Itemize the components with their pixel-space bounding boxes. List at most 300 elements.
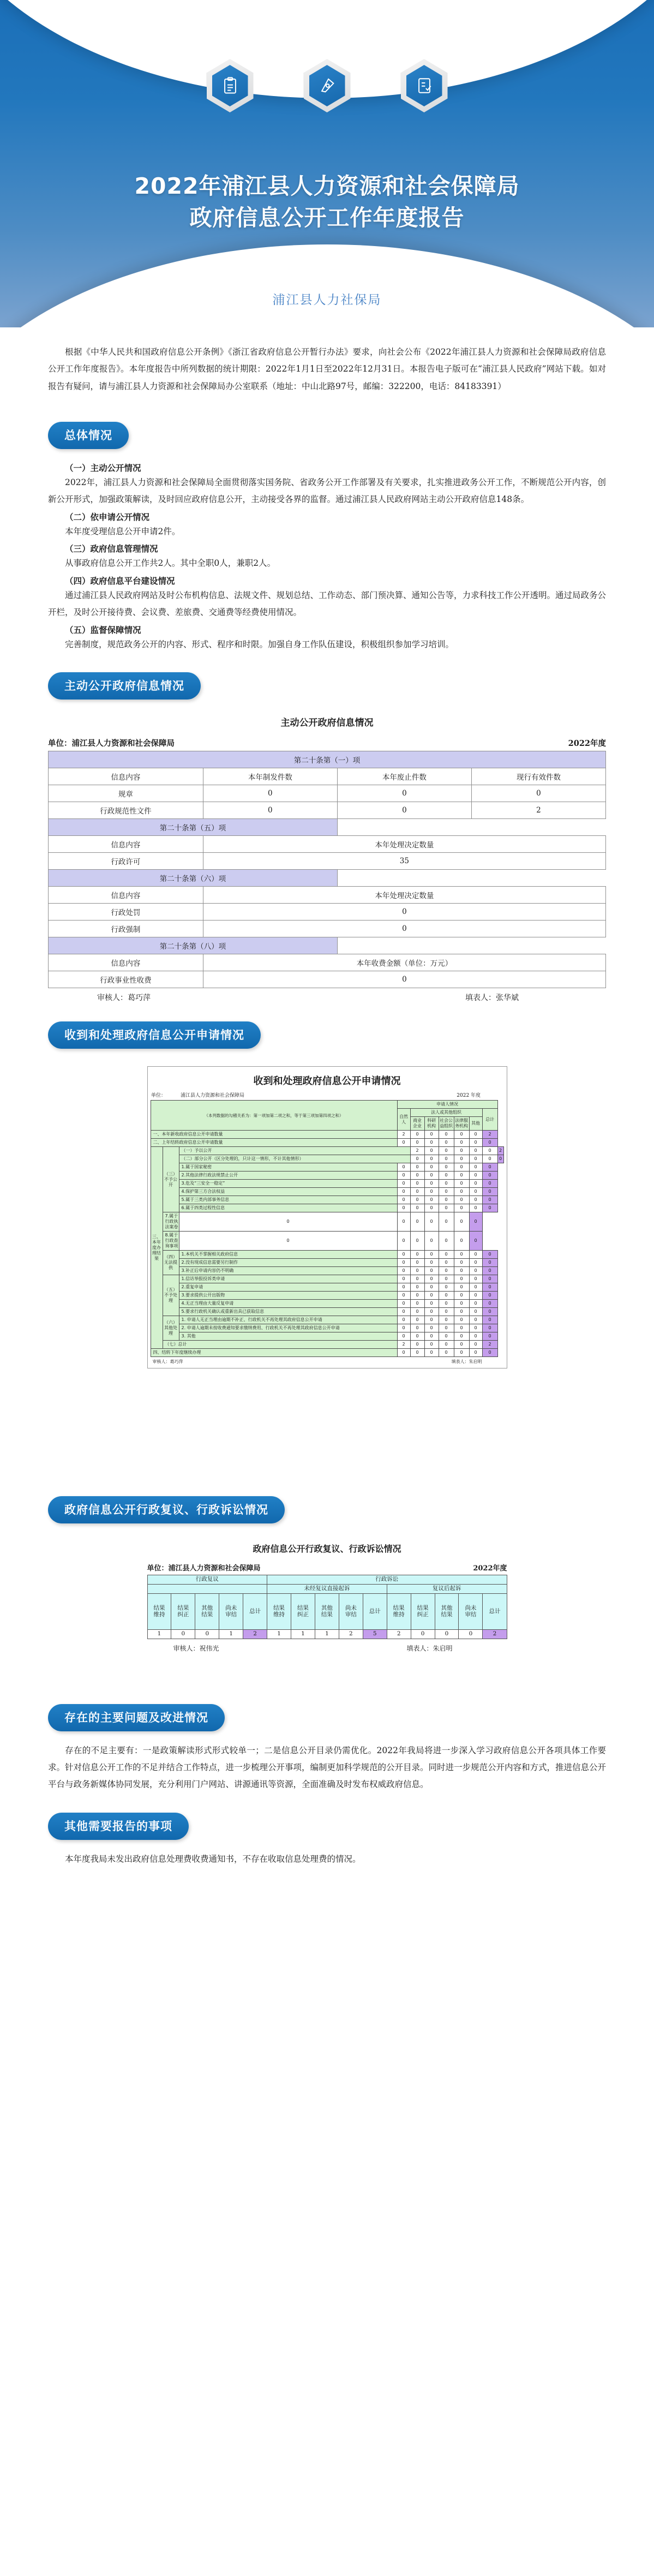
table3-col-header: 尚未 审结 [339,1594,363,1630]
table-row [151,1212,503,1232]
table2-cell: 0 [454,1267,469,1275]
table2-cell: 0 [410,1267,424,1275]
table1-reviewer: 审核人：葛巧萍 [97,994,151,1003]
table2-cell: 0 [439,1259,454,1267]
table2-row-label: 2. 申请人逾期未按收费通知要求缴纳费用、行政机关不再处理其政府信息公开申请 [179,1324,397,1332]
table2-cell: 0 [469,1147,482,1155]
table2-side-sub: （四）无法提供 [163,1251,179,1275]
table1-cell: 0 [337,785,471,802]
table2-cell: 0 [454,1251,469,1259]
table2-total-cell: 0 [482,1283,497,1292]
requests-table-box [147,1066,507,1368]
table2-cell: 0 [424,1212,439,1232]
table2-row-label: 3.补正后申请内容仍不明确 [179,1267,397,1275]
table2-cell: 0 [469,1275,482,1283]
page-subtitle: 浦江县人力社保局 [272,293,382,307]
table1-group-row [49,937,606,954]
table3-year: 2022年度 [473,1564,507,1573]
table2-cell: 0 [439,1147,454,1155]
table3-unit: 单位：浦江县人力资源和社会保障局 [147,1564,261,1573]
table2-cell: 0 [439,1324,454,1332]
page-title [0,170,654,234]
table2-row-label: 5.要求行政机关确认或重新出具已获取信息 [179,1308,397,1316]
table2-cell: 0 [424,1283,439,1292]
table2-cell: 0 [410,1131,424,1139]
table3-cell: 2 [483,1630,507,1639]
section-pill-review: 政府信息公开行政复议、行政诉讼情况 [48,1496,285,1523]
table2-cell: 0 [439,1139,454,1147]
table3-cell: 2 [243,1630,267,1639]
table2-cell: 0 [424,1292,439,1300]
table3-cell: 0 [435,1630,459,1639]
overall-heading-3: （四）政府信息平台建设情况 [65,576,175,587]
table2-cell: 0 [454,1180,469,1188]
table2-total-cell: 0 [482,1163,497,1172]
table2-cell: 0 [439,1204,454,1212]
table2-cell: 0 [454,1232,469,1251]
overall-content [48,462,606,653]
table-row [151,1300,503,1308]
table2-cell: 0 [454,1283,469,1292]
table2-cell: 0 [397,1283,410,1292]
table2-side-sub: （三）不予公开 [163,1147,179,1212]
table2-cell: 0 [439,1172,454,1180]
table3-header-row-2 [147,1585,507,1594]
table2-row-label: 2.重复申请 [179,1283,397,1292]
table2-cell: 0 [439,1275,454,1283]
table2-cell: 0 [469,1332,482,1341]
table2-cell: 0 [439,1283,454,1292]
table2-row-label: 2.其他法律行政法规禁止公开 [179,1172,397,1180]
table3-col-header: 结果 纠正 [291,1594,315,1630]
table-row [151,1196,503,1204]
table2-total-cell: 0 [497,1155,503,1163]
table2-cell: 0 [424,1147,439,1155]
table-row [151,1275,503,1283]
table1-year: 2022年度 [568,739,606,749]
table2-row-label: 4.保护第三方合法权益 [179,1188,397,1196]
table2-cell: 0 [410,1188,424,1196]
overall-heading-1: （二）依申请公开情况 [65,511,150,522]
table2-cell: 0 [454,1188,469,1196]
table2-total-cell: 0 [482,1349,497,1357]
table2-cell: 0 [469,1267,482,1275]
table2-header-row-1 [151,1101,503,1109]
table3-meta [147,1562,507,1573]
page-title-line2: 政府信息公开工作年度报告 [189,205,465,231]
table2-row-label: 二、上年结转政府信息公开申请数量 [151,1139,397,1147]
table2-total-cell: 0 [482,1204,497,1212]
table2-total-cell: 0 [482,1180,497,1188]
table2-cell: 0 [424,1316,439,1324]
table-row [151,1172,503,1180]
table1-col-header: 信息内容 [49,954,203,971]
table2-row-label: （一）予以公开 [179,1147,410,1155]
col-other: 其他 [469,1117,482,1131]
table2-row-label: 4.无正当理由大量反复申请 [179,1300,397,1308]
table2-meta-row [151,1092,503,1101]
overall-body-1: 本年度受理信息公开申请2件。 [65,526,181,536]
table2-cell: 0 [454,1163,469,1172]
section-pill-other: 其他需要报告的事项 [48,1813,189,1840]
table2-cell: 0 [397,1292,410,1300]
table1-header-row [49,954,606,971]
table2-cell: 0 [469,1172,482,1180]
page-title-line1: 2022年浦江县人力资源和社会保障局 [134,173,520,199]
table1-col-header: 信息内容 [49,836,203,853]
col-research: 科研机构 [424,1117,439,1131]
table2-cell: 0 [397,1204,410,1212]
table2-cell: 0 [410,1163,424,1172]
table1-cell: 0 [471,785,605,802]
table2-total-cell: 0 [482,1188,497,1196]
table2-cell: 0 [424,1139,439,1147]
table2-cell: 0 [410,1180,424,1188]
table2-cell: 0 [397,1196,410,1204]
table3-col-header: 结果 维持 [267,1594,291,1630]
table2-cell: 0 [469,1188,482,1196]
group-admin-review: 行政复议 [147,1575,267,1585]
table2-row-label: 7.属于行政执法案卷 [163,1212,179,1232]
table-row [49,921,606,937]
table2-cell: 0 [410,1349,424,1357]
legal-header: 法人或其他组织 [410,1109,482,1117]
overall-body-3: 通过浦江县人民政府网站及时公布机构信息、法规文件、规划总结、工作动态、部门预决算、通知公告等，力求科技工作公开透明。通过局政务公开栏，及时公开接待费、会议费、差旅费、交通费等经费使用情况。 [48,590,607,617]
table2-cell: 0 [439,1292,454,1300]
table2-total-cell: 2 [482,1131,497,1139]
table2-cell: 0 [410,1251,424,1259]
table1-group-row [49,819,606,836]
table2-cell: 0 [410,1259,424,1267]
table1-col-header: 现行有效件数 [471,768,605,785]
table2-cell: 0 [424,1267,439,1275]
table2-cell: 0 [469,1180,482,1188]
table2-total-cell: 0 [482,1316,497,1324]
table1-group-label: 第二十条第（六）项 [49,870,338,887]
table1-unit: 单位：浦江县人力资源和社会保障局 [48,739,175,749]
table2-row-label: 5.属于三类内部事务信息 [179,1196,397,1204]
table2-total-cell: 0 [482,1292,497,1300]
table1-cell: 行政事业性收费 [49,971,203,988]
table2-cell: 0 [439,1232,454,1251]
table2-row-label: （七）总计 [163,1341,397,1349]
table2-row-label: 1.信访举报投诉类申请 [179,1275,397,1283]
table-row [151,1267,503,1275]
table2-side-sub: （六）其他处理 [163,1316,179,1341]
table2-cell: 0 [397,1259,410,1267]
table2-cell: 0 [439,1163,454,1172]
table3-cell: 1 [267,1630,291,1639]
table2-row-label: 8.属于行政查询事项 [163,1232,179,1251]
table2-cell: 0 [454,1139,469,1147]
table2-cell: 0 [397,1275,410,1283]
table2-cell: 0 [454,1259,469,1267]
table2-cell: 0 [439,1180,454,1188]
table2-row-label: 3. 其他 [179,1332,397,1341]
table2-row-label: 3.要求提供公开出版物 [179,1292,397,1300]
table2-cell: 0 [469,1139,482,1147]
table-row [151,1324,503,1332]
table1-filler: 填表人：张华斌 [465,994,519,1003]
table2-total-cell: 0 [482,1332,497,1341]
table1-cell: 0 [203,904,605,921]
sub-after: 复议后起诉 [387,1585,507,1594]
table-row [151,1204,503,1212]
table-row [151,1259,503,1267]
table2-cell: 0 [424,1341,439,1349]
table2-cell: 0 [397,1316,410,1324]
table2-cell: 0 [397,1188,410,1196]
table2-row-label: 2.没有现成信息需要另行制作 [179,1259,397,1267]
table2-cell: 0 [469,1204,482,1212]
clipboard-icon [207,59,254,112]
table1-cell: 行政规范性文件 [49,802,203,819]
page-banner [0,0,654,327]
table1-col-header: 信息内容 [49,768,203,785]
table3-cell: 1 [147,1630,171,1639]
table3-cell: 0 [171,1630,195,1639]
table2-row-label: 1.属于国家秘密 [179,1163,397,1172]
section-pill-requests: 收到和处理政府信息公开申请情况 [48,1021,261,1049]
table2-cell: 0 [454,1155,469,1163]
table2-cell: 0 [469,1283,482,1292]
section-pill-active-disclosure: 主动公开政府信息情况 [48,672,201,700]
table3-col-header: 结果 纠正 [411,1594,435,1630]
col-natural: 自然人 [397,1109,410,1131]
table2-cell: 0 [410,1196,424,1204]
table1-cell: 规章 [49,785,203,802]
table-row [151,1147,503,1155]
table-row [151,1349,503,1357]
table2-cell: 0 [179,1212,397,1232]
table2-row-label: 四、结转下年度继续办理 [151,1349,397,1357]
table2-total-cell: 0 [482,1251,497,1259]
table2-cell: 2 [397,1341,410,1349]
table2-cell: 0 [424,1204,439,1212]
table2-total-cell: 0 [482,1196,497,1204]
col-legal: 法律服务机构 [454,1117,469,1131]
table2-cell: 0 [454,1212,469,1232]
table2-cell: 0 [397,1180,410,1188]
table-row [151,1180,503,1188]
table2-cell: 0 [424,1232,439,1251]
table1-col-header: 本年收费金额（单位：万元） [203,954,605,971]
table1-cell: 0 [203,802,337,819]
table2-cell: 0 [410,1324,424,1332]
table1-col-header: 本年处理决定数量 [203,887,605,904]
table2-cell: 0 [397,1349,410,1357]
table2-cell: 0 [439,1212,454,1232]
table1-footer [48,992,606,1003]
overall-body-0: 2022年，浦江县人力资源和社会保障局全面贯彻落实国务院、省政务公开工作部署及有关要求，扎实推进政务公开工作，不断规范公开内容，创新公开形式，加强政策解读，及时回应政府信息公开，主动接受各界的监督。通过浦江县人民政府网站主动公开政府信息148条。 [48,477,606,505]
table2-cell: 0 [469,1155,482,1163]
table3-col-header: 总计 [483,1594,507,1630]
table2-cell: 0 [410,1275,424,1283]
table2-cell: 0 [397,1300,410,1308]
table2-cell: 0 [454,1172,469,1180]
table-row [151,1341,503,1349]
requests-table [151,1092,504,1357]
table-row [151,1283,503,1292]
table2-cell: 0 [397,1139,410,1147]
table2-cell: 0 [454,1324,469,1332]
table2-total-cell: 2 [482,1341,497,1349]
table2-cell: 0 [469,1324,482,1332]
table2-cell: 0 [454,1341,469,1349]
table-row [151,1232,503,1251]
table1-group-label: 第二十条第（一）项 [49,751,606,768]
table2-cell: 0 [397,1332,410,1341]
table-row [151,1188,503,1196]
table2-cell: 2 [410,1147,424,1155]
table2-cell: 0 [454,1292,469,1300]
issues-body: 存在的不足主要有：一是政策解读形式形式较单一；二是信息公开目录仍需优化。2022年我局将进一步深入学习政府信息公开各项具体工作要求。针对信息公开工作的不足并结合工作特点，进一步梳理公开事项，编制更加科学规范的公开目录。同时进一步规范公开内容和方式，推进信息公开平台与政务新媒体协同发展，充分利用门户网站、讲源通讯等资源，全面准确及时发布权威政府信息。 [48,1746,607,1790]
table3-col-header: 尚未 审结 [219,1594,243,1630]
table1-cell: 0 [203,971,605,988]
group-admin-litigation: 行政诉讼 [267,1575,507,1585]
table2-cell: 0 [469,1131,482,1139]
table1-group-label: 第二十条第（八）项 [49,937,338,954]
table3-footer [147,1643,507,1653]
table2-row-label: 一、本年新收政府信息公开申请数量 [151,1131,397,1139]
table1-cell: 行政处罚 [49,904,203,921]
table3-cell: 0 [195,1630,219,1639]
table-row [49,971,606,988]
table2-cell: 0 [424,1196,439,1204]
table2-side-sub: （五）不予处理 [163,1275,179,1316]
active-disclosure-table-wrap [48,715,606,1003]
checklist-icon [401,59,448,112]
table2-cell: 0 [439,1300,454,1308]
table2-cell: 0 [469,1349,482,1357]
table3-cell: 0 [459,1630,483,1639]
banner-icon-row [0,59,654,112]
table2-cell: 0 [469,1300,482,1308]
table2-cell: 0 [397,1308,410,1316]
table1-col-header: 本年制发件数 [203,768,337,785]
table2-cell: 0 [454,1308,469,1316]
table2-total-cell: 0 [482,1172,497,1180]
table2-cell: 0 [469,1251,482,1259]
table2-row-label: 1.本机关不掌握相关政府信息 [179,1251,397,1259]
table2-cell: 0 [397,1212,410,1232]
table2-cell: 0 [424,1251,439,1259]
table2-cell: 0 [424,1155,439,1163]
table2-cell: 0 [410,1292,424,1300]
table-row [49,785,606,802]
table2-cell: 0 [454,1131,469,1139]
table2-cell: 0 [410,1316,424,1324]
table2-cell: 0 [397,1267,410,1275]
table2-cell: 0 [397,1232,410,1251]
banner-bottom-curve [0,244,654,327]
table2-cell: 0 [469,1163,482,1172]
table2-cell: 0 [454,1316,469,1324]
table3-col-header: 总计 [363,1594,387,1630]
table2-cell: 0 [410,1332,424,1341]
table-row [49,802,606,819]
table2-cell: 0 [439,1349,454,1357]
table2-cell: 0 [410,1341,424,1349]
table2-total-cell: 2 [497,1147,503,1155]
table2-cell: 0 [397,1324,410,1332]
table3-col-header: 结果 维持 [387,1594,411,1630]
table2-cell: 0 [439,1267,454,1275]
table-row [151,1316,503,1324]
table2-total-cell: 0 [482,1259,497,1267]
table2-cell: 0 [454,1332,469,1341]
table1-cell: 0 [337,802,471,819]
table3-col-header: 其他 结果 [195,1594,219,1630]
table2-cell: 0 [424,1172,439,1180]
table2-row-label: （二）部分公开（区分处理的，只计这一情形，不计其他情形） [179,1155,410,1163]
table3-title: 政府信息公开行政复议、行政诉讼情况 [253,1544,401,1555]
section-pill-issues: 存在的主要问题及改进情况 [48,1704,225,1731]
table3-col-header: 其他 结果 [435,1594,459,1630]
table2-footer [151,1357,504,1365]
table2-cell: 0 [410,1283,424,1292]
table1-meta [48,737,606,749]
table2-cell: 0 [439,1332,454,1341]
table2-cell: 0 [179,1232,397,1251]
table1-title: 主动公开政府信息情况 [280,718,374,729]
table2-cell: 0 [397,1163,410,1172]
table3-header-row-3 [147,1594,507,1630]
other-body: 本年度我局未发出政府信息处理费收费通知书，不存在收取信息处理费的情况。 [65,1854,361,1864]
table2-reviewer: 审核人：葛巧萍 [152,1359,183,1365]
table3-col-header: 其他 结果 [315,1594,339,1630]
table2-total-cell: 0 [482,1308,497,1316]
table2-cell: 0 [454,1204,469,1212]
table2-row-label: 3.危及“三安全一稳定” [179,1180,397,1188]
table3-cell: 1 [291,1630,315,1639]
table2-cell: 0 [424,1131,439,1139]
table2-cell: 0 [424,1300,439,1308]
table2-cell: 0 [454,1300,469,1308]
table2-cell: 0 [482,1147,497,1155]
overall-body-2: 从事政府信息公开工作共2人。其中全职0人，兼职2人。 [65,558,276,569]
table2-cell: 0 [424,1163,439,1172]
table-row [151,1131,503,1139]
table3-cell: 1 [315,1630,339,1639]
table-row [147,1630,507,1639]
table2-cell: 0 [410,1155,424,1163]
table-row [151,1292,503,1300]
table2-row-label: 1. 申请人无正当理由逾期不补正、行政机关不再处理其政府信息公开申请 [179,1316,397,1324]
table2-cell: 0 [469,1259,482,1267]
table1-group-label: 第二十条第（五）项 [49,819,338,836]
overall-heading-2: （三）政府信息管理情况 [65,543,158,554]
table2-cell: 0 [469,1196,482,1204]
table2-total-cell: 0 [482,1139,497,1147]
table2-cell: 0 [469,1308,482,1316]
table2-cell: 0 [439,1196,454,1204]
table2-cell: 0 [424,1349,439,1357]
section-pill-overall: 总体情况 [48,422,129,449]
table2-total-cell: 0 [482,1300,497,1308]
table2-cell: 0 [454,1147,469,1155]
table1-cell: 2 [471,802,605,819]
table2-total-cell: 0 [469,1232,482,1251]
table2-cell: 0 [454,1275,469,1283]
table2-total-cell: 0 [469,1212,482,1232]
table2-row-label: 6.属于四类过程性信息 [179,1204,397,1212]
table2-title: 收到和处理政府信息公开申请情况 [253,1075,401,1087]
table2-cell: 0 [410,1139,424,1147]
table2-cell: 0 [410,1300,424,1308]
overall-heading-0: （一）主动公开情况 [65,463,141,474]
table2-cell: 0 [424,1259,439,1267]
